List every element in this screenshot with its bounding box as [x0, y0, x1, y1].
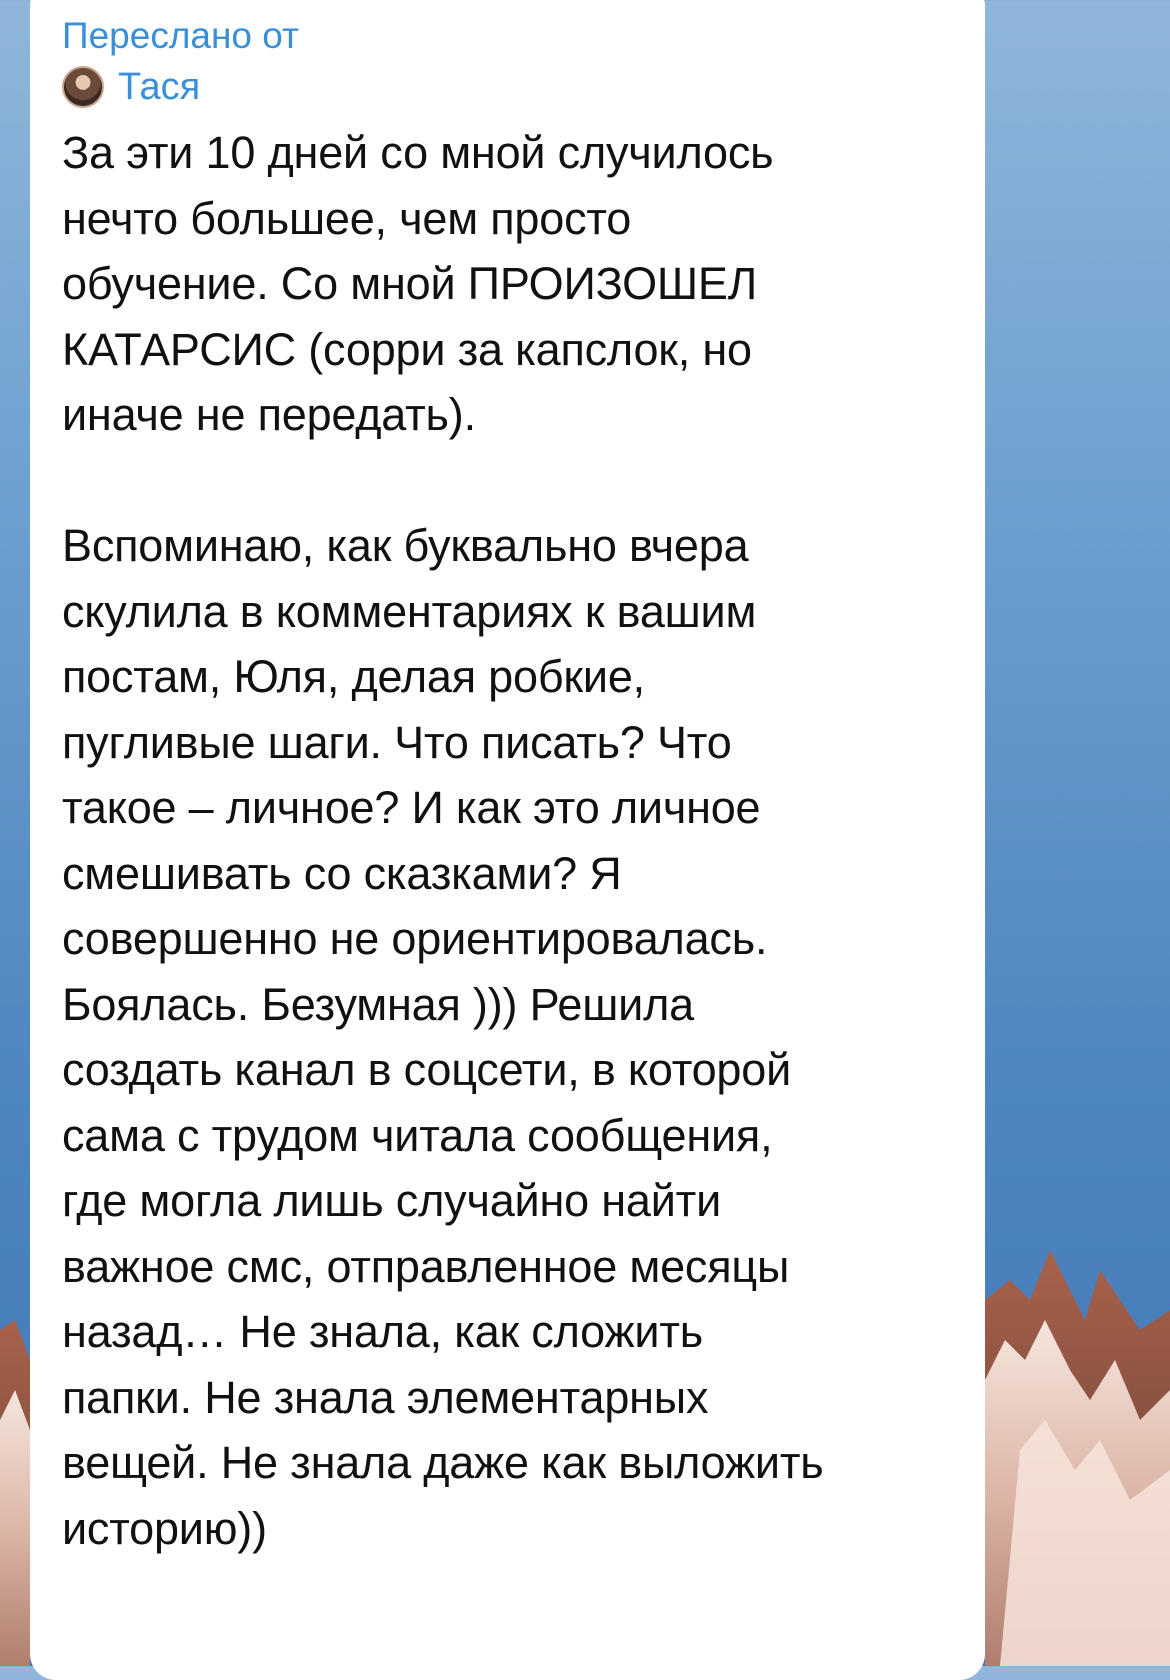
forwarded-from-label: Переслано от — [62, 15, 299, 56]
avatar[interactable] — [62, 66, 104, 108]
message-text: За эти 10 дней со мной случилось нечто большее, чем просто обучение. Со мной ПРОИЗОШЕЛ КАТАРСИС (сорри за капслок, но иначе не передать). Вспоминаю, как буквально вчера скулила в комментариях к вашим постам, Юля, делая робкие, пугливые шаги. Что писать? Что такое – личное? И как это личное смешивать со сказками? Я совершенно не ориентировалась. Боялась. Безумная ))) Решила создать канал в соцсети, в которой сама с трудом читала сообщения, где могла лишь случайно найти важное смс, отправленное месяцы назад… Не знала, как сложить папки. Не знала элементарных вещей. Не знала даже как выложить историю)) — [62, 127, 824, 1554]
forward-source[interactable] — [62, 62, 955, 112]
forwarded-message-bubble[interactable] — [30, 0, 985, 1680]
sender-name[interactable]: Тася — [118, 66, 201, 108]
